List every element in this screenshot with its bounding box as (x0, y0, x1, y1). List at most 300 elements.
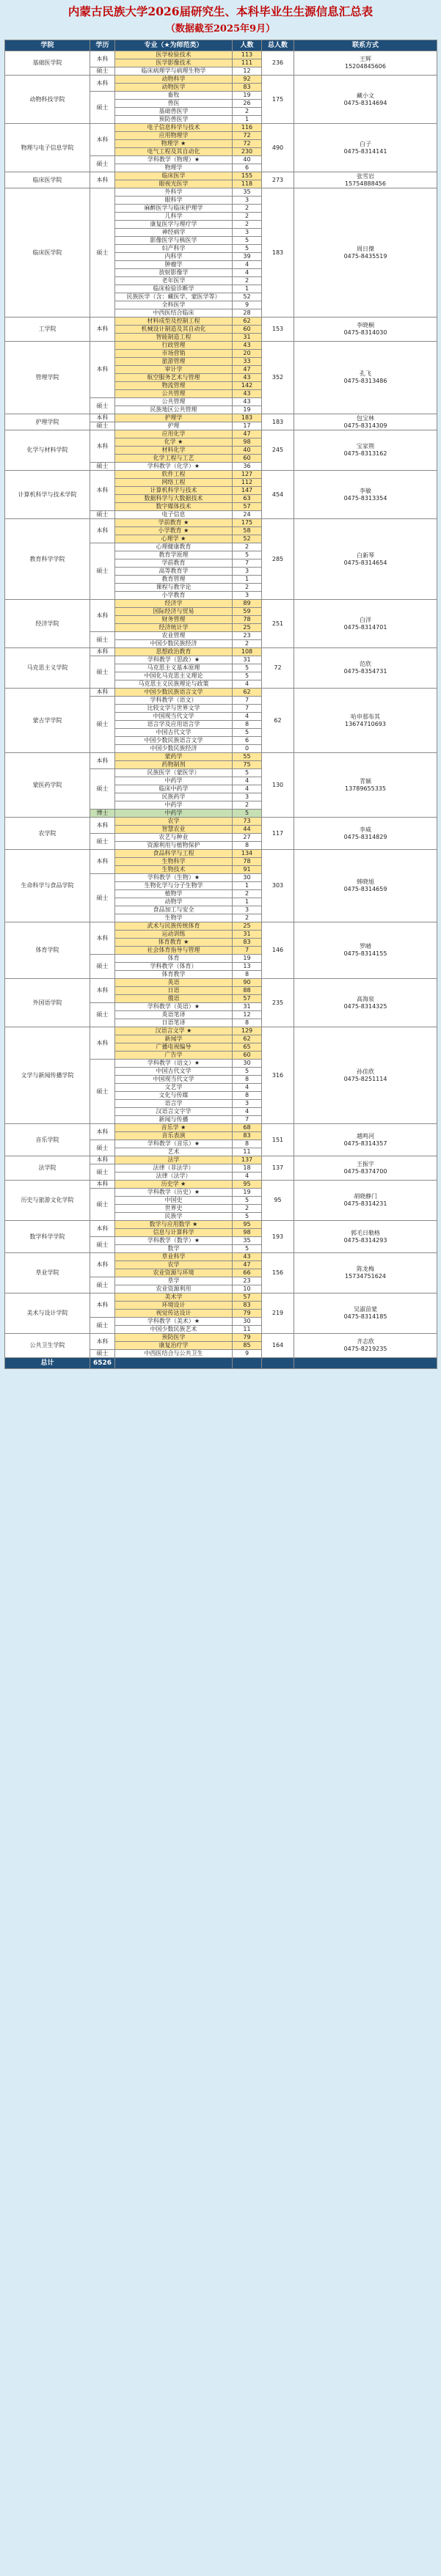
major-name: 神经病学 (115, 229, 233, 237)
major-name: 资源利用与植物保护 (115, 842, 233, 850)
major-count: 47 (233, 366, 262, 374)
college-name: 公共卫生学院 (5, 1334, 90, 1358)
grand-total-filler (294, 1358, 437, 1369)
major-name: 市场营销 (115, 350, 233, 358)
contact-person: 白洋 (360, 616, 371, 623)
contact-info (294, 1124, 437, 1156)
contact-phone: 13789655335 (345, 785, 386, 792)
col-header-college: 学院 (5, 40, 90, 51)
major-count: 62 (233, 689, 262, 697)
college-total: 117 (262, 818, 294, 850)
table-row (5, 1334, 437, 1342)
major-count: 12 (233, 67, 262, 76)
college-name: 护理学院 (5, 414, 90, 430)
major-count: 8 (233, 1092, 262, 1100)
major-name: 学科教学（语文） (115, 697, 233, 705)
degree-level: 硕士 (90, 632, 115, 648)
degree-level: 硕士 (90, 543, 115, 600)
contact-phone: 0475-8314694 (343, 99, 387, 106)
major-name: 文艺学 (115, 1084, 233, 1092)
major-name: 小学教育 ★ (115, 527, 233, 535)
major-count: 62 (233, 1035, 262, 1043)
table-row (5, 471, 437, 479)
major-name: 临床医学 (115, 172, 233, 180)
contact-person: 胡晓静门 (354, 1193, 377, 1200)
major-name: 历史学 ★ (115, 1181, 233, 1189)
major-name: 眼科学 (115, 197, 233, 205)
major-name: 中国少数民族语言文学 (115, 689, 233, 697)
table-row (5, 1293, 437, 1302)
major-count: 62 (233, 318, 262, 326)
major-name: 儿科学 (115, 213, 233, 221)
major-count: 2 (233, 108, 262, 116)
major-count: 43 (233, 374, 262, 382)
degree-level: 硕士 (90, 463, 115, 471)
major-count: 5 (233, 672, 262, 680)
major-count: 60 (233, 1052, 262, 1060)
major-name: 美术学 (115, 1293, 233, 1302)
contact-info (294, 1221, 437, 1253)
degree-level: 硕士 (90, 1003, 115, 1027)
major-name: 机械设计制造及其自动化 (115, 326, 233, 334)
contact-phone: 15734751624 (345, 1273, 386, 1280)
degree-level: 硕士 (90, 1350, 115, 1358)
major-count: 39 (233, 253, 262, 261)
contact-info (294, 689, 437, 753)
table-row (5, 1181, 437, 1189)
major-count: 24 (233, 511, 262, 519)
major-name: 世界史 (115, 1205, 233, 1213)
major-count: 40 (233, 156, 262, 164)
major-count: 8 (233, 971, 262, 979)
contact-phone: 0475-8219235 (343, 1346, 387, 1352)
major-name: 中国现当代文学 (115, 713, 233, 721)
major-count: 5 (233, 1068, 262, 1076)
major-count: 11 (233, 1148, 262, 1156)
major-count: 72 (233, 132, 262, 140)
college-name: 农学院 (5, 818, 90, 850)
major-count: 155 (233, 172, 262, 180)
major-name: 草业科学 (115, 1253, 233, 1261)
major-name: 行政管理 (115, 342, 233, 350)
contact-info (294, 519, 437, 600)
table-row (5, 51, 437, 59)
college-name: 蒙医药学院 (5, 753, 90, 818)
major-count: 83 (233, 1132, 262, 1140)
major-name: 生物学 (115, 914, 233, 922)
major-count: 3 (233, 197, 262, 205)
major-count: 2 (233, 543, 262, 551)
major-name: 学科教学（物理）★ (115, 156, 233, 164)
college-total: 183 (262, 414, 294, 430)
college-total: 251 (262, 600, 294, 648)
major-count: 2 (233, 584, 262, 592)
major-name: 老年医学 (115, 277, 233, 285)
college-total: 235 (262, 979, 294, 1027)
major-name: 民族学 (115, 1213, 233, 1221)
contact-person: 罗晴 (360, 943, 371, 950)
major-name: 比较文学与世界文学 (115, 705, 233, 713)
major-name: 植物学 (115, 890, 233, 898)
major-name: 信息与计算科学 (115, 1229, 233, 1237)
contact-person: 藏小文 (357, 92, 374, 99)
major-count: 25 (233, 624, 262, 632)
major-name: 材料成型及控制工程 (115, 318, 233, 326)
college-total: 146 (262, 922, 294, 979)
major-count: 43 (233, 398, 262, 406)
major-name: 网络工程 (115, 479, 233, 487)
degree-level: 硕士 (90, 1164, 115, 1181)
contact-info (294, 342, 437, 414)
college-name: 物理与电子信息学院 (5, 124, 90, 172)
major-count: 25 (233, 922, 262, 931)
contact-phone: 13674710693 (345, 720, 386, 727)
major-count: 4 (233, 713, 262, 721)
major-count: 8 (233, 1076, 262, 1084)
major-name: 电气工程及其自动化 (115, 148, 233, 156)
contact-person: 越鸣河 (357, 1132, 374, 1140)
degree-level: 硕士 (90, 874, 115, 922)
major-name: 动物医学 (115, 84, 233, 92)
major-name: 体育教学 (115, 971, 233, 979)
page-title: 内蒙古民族大学2026届研究生、本科毕业生生源信息汇总表 (68, 4, 373, 18)
table-row (5, 922, 437, 931)
major-count: 4 (233, 785, 262, 793)
major-name: 应用化学 (115, 430, 233, 438)
contact-person: 吴淑苗蒙 (354, 1306, 377, 1313)
major-count: 27 (233, 834, 262, 842)
major-name: 肿瘤学 (115, 261, 233, 269)
major-name: 预防兽医学 (115, 116, 233, 124)
major-count: 66 (233, 1269, 262, 1277)
table-row (5, 1156, 437, 1164)
contact-info (294, 1334, 437, 1358)
major-name: 电子信息 (115, 511, 233, 519)
major-count: 3 (233, 793, 262, 801)
contact-person: 孔飞 (360, 370, 371, 377)
major-name: 国际经济与贸易 (115, 608, 233, 616)
table-row (5, 1221, 437, 1229)
degree-level: 硕士 (90, 156, 115, 172)
major-count: 113 (233, 51, 262, 59)
degree-level: 硕士 (90, 955, 115, 979)
contact-phone: 0475-8314701 (343, 623, 387, 631)
major-count: 8 (233, 721, 262, 729)
major-count: 0 (233, 745, 262, 753)
college-name: 化学与材料学院 (5, 430, 90, 471)
contact-person: 周日傑 (357, 245, 374, 252)
grand-total-value: 6526 (90, 1358, 115, 1369)
contact-person: 李敏 (360, 487, 371, 494)
major-name: 学科教学（历史）★ (115, 1189, 233, 1197)
table-row (5, 689, 437, 697)
contact-person: 范欣 (360, 661, 371, 667)
page-subtitle: （数据截至2025年9月） (165, 23, 276, 34)
major-count: 98 (233, 1229, 262, 1237)
degree-level: 硕士 (90, 422, 115, 430)
major-count: 5 (233, 1245, 262, 1253)
major-name: 法律（非法学） (115, 1164, 233, 1173)
major-count: 91 (233, 866, 262, 874)
contact-phone: 0475-8314654 (343, 559, 387, 566)
major-name: 公共管理 (115, 390, 233, 398)
major-name: 食品科学与工程 (115, 850, 233, 858)
major-name: 中国少数民族经济 (115, 640, 233, 648)
major-name: 生物科学 (115, 858, 233, 866)
degree-level: 硕士 (90, 1277, 115, 1293)
major-name: 预防医学 (115, 1334, 233, 1342)
major-name: 法律（法学） (115, 1173, 233, 1181)
major-count: 95 (233, 1221, 262, 1229)
major-count: 90 (233, 979, 262, 987)
contact-info (294, 1181, 437, 1221)
major-name: 中国少数民族艺术 (115, 1326, 233, 1334)
major-name: 麻醉医学与临床护理学 (115, 205, 233, 213)
contact-phone: 0475-8314155 (343, 950, 387, 957)
major-name: 武术与民族传统体育 (115, 922, 233, 931)
major-count: 57 (233, 1293, 262, 1302)
college-name: 动物科技学院 (5, 76, 90, 124)
table-row (5, 124, 437, 132)
major-count: 72 (233, 140, 262, 148)
major-count: 1 (233, 882, 262, 890)
major-count: 19 (233, 92, 262, 100)
major-name: 中国现当代文学 (115, 1076, 233, 1084)
major-name: 化学 ★ (115, 438, 233, 447)
degree-level: 本科 (90, 124, 115, 156)
grand-total-filler (115, 1358, 233, 1369)
major-count: 28 (233, 309, 262, 318)
major-name: 社会体育指导与管理 (115, 947, 233, 955)
major-name: 农业资源与环境 (115, 1269, 233, 1277)
major-name: 小学教育 (115, 592, 233, 600)
degree-level: 硕士 (90, 92, 115, 124)
degree-level: 本科 (90, 818, 115, 834)
college-total: 72 (262, 648, 294, 689)
major-count: 83 (233, 84, 262, 92)
major-count: 33 (233, 358, 262, 366)
major-count: 5 (233, 1197, 262, 1205)
major-name: 马克思主义民族理论与政策 (115, 680, 233, 689)
major-name: 新闻与传播 (115, 1116, 233, 1124)
major-count: 57 (233, 503, 262, 511)
major-count: 19 (233, 955, 262, 963)
major-name: 课程与教学论 (115, 584, 233, 592)
contact-phone: 0475-8313486 (343, 378, 387, 384)
major-count: 73 (233, 818, 262, 826)
major-name: 体育 (115, 955, 233, 963)
table-header-row (5, 40, 437, 51)
major-count: 5 (233, 237, 262, 245)
contact-person: 青颖 (360, 777, 371, 785)
major-name: 学科教学（语文）★ (115, 1060, 233, 1068)
major-count: 30 (233, 1060, 262, 1068)
col-header-count: 人数 (233, 40, 262, 51)
major-name: 农业资源利用 (115, 1285, 233, 1293)
major-name: 民族地区公共管理 (115, 406, 233, 414)
major-name: 中国少数民族语言文学 (115, 737, 233, 745)
degree-level: 本科 (90, 342, 115, 398)
major-name: 学科教学（美术）★ (115, 1318, 233, 1326)
degree-level: 本科 (90, 648, 115, 656)
major-name: 化学工程与工艺 (115, 455, 233, 463)
major-name: 中西医结合与公共卫生 (115, 1350, 233, 1358)
major-count: 40 (233, 447, 262, 455)
table-row (5, 600, 437, 608)
degree-level: 本科 (90, 51, 115, 67)
major-name: 影像医学与核医学 (115, 237, 233, 245)
degree-level: 硕士 (90, 697, 115, 753)
major-name: 学科教学（化学）★ (115, 463, 233, 471)
major-name: 学科教学（音乐）★ (115, 1140, 233, 1148)
major-name: 运动训练 (115, 931, 233, 939)
major-count: 23 (233, 632, 262, 640)
major-count: 43 (233, 390, 262, 398)
contact-info (294, 471, 437, 519)
major-name: 广播电视编导 (115, 1043, 233, 1052)
major-name: 中西医结合临床 (115, 309, 233, 318)
degree-level: 本科 (90, 519, 115, 543)
major-name: 体育教育 ★ (115, 939, 233, 947)
major-name: 农业管理 (115, 632, 233, 640)
degree-level: 本科 (90, 318, 115, 342)
major-count: 147 (233, 487, 262, 495)
major-count: 65 (233, 1043, 262, 1052)
major-count: 9 (233, 1350, 262, 1358)
major-count: 4 (233, 269, 262, 277)
major-count: 35 (233, 188, 262, 197)
major-name: 数学 (115, 1245, 233, 1253)
major-name: 学科教学（体育） (115, 963, 233, 971)
major-count: 19 (233, 1189, 262, 1197)
contact-info (294, 753, 437, 818)
major-name: 语言学 (115, 1100, 233, 1108)
major-name: 基础兽医学 (115, 108, 233, 116)
major-name: 康复治疗学 (115, 1342, 233, 1350)
major-name: 教育管理 (115, 576, 233, 584)
major-count: 63 (233, 495, 262, 503)
major-count: 19 (233, 406, 262, 414)
contact-phone: 0475-8314293 (343, 1236, 387, 1244)
major-count: 52 (233, 293, 262, 301)
major-count: 1 (233, 116, 262, 124)
major-count: 4 (233, 261, 262, 269)
major-count: 31 (233, 931, 262, 939)
college-name: 临床医学院 (5, 188, 90, 318)
table-row (5, 76, 437, 84)
major-name: 俄语 (115, 995, 233, 1003)
major-count: 98 (233, 438, 262, 447)
major-name: 民族医学（含：藏医学、蒙医学等） (115, 293, 233, 301)
degree-level: 本科 (90, 1156, 115, 1164)
major-name: 数学与应用数学 ★ (115, 1221, 233, 1229)
major-name: 动物学 (115, 898, 233, 906)
major-name: 汉语言文学 ★ (115, 1027, 233, 1035)
contact-person: 陈龙梅 (357, 1266, 374, 1272)
degree-level: 本科 (90, 922, 115, 955)
contact-info (294, 76, 437, 124)
major-count: 44 (233, 826, 262, 834)
major-name: 日语笔译 (115, 1019, 233, 1027)
major-name: 音乐表演 (115, 1132, 233, 1140)
college-total: 175 (262, 76, 294, 124)
contact-info (294, 318, 437, 342)
grand-total-filler (233, 1358, 262, 1369)
college-total: 153 (262, 318, 294, 342)
contact-phone: 0475-8314659 (343, 886, 387, 892)
major-name: 护理学 (115, 414, 233, 422)
contact-person: 白子 (360, 140, 371, 147)
major-count: 30 (233, 1318, 262, 1326)
contact-phone: 0475-8314030 (343, 329, 387, 336)
major-name: 生物化学与分子生物学 (115, 882, 233, 890)
contact-info (294, 172, 437, 188)
contact-info (294, 648, 437, 689)
college-total: 273 (262, 172, 294, 188)
major-name: 兽医 (115, 100, 233, 108)
college-name: 经济学院 (5, 600, 90, 648)
major-count: 89 (233, 600, 262, 608)
major-name: 财务管理 (115, 616, 233, 624)
degree-level: 本科 (90, 1221, 115, 1237)
college-total: 219 (262, 1293, 294, 1334)
contact-phone: 15754888456 (345, 180, 386, 187)
major-count: 5 (233, 1213, 262, 1221)
major-name: 民族药学 (115, 793, 233, 801)
contact-info (294, 1293, 437, 1334)
contact-info (294, 818, 437, 850)
major-count: 7 (233, 697, 262, 705)
col-header-contact: 联系方式 (294, 40, 437, 51)
major-count: 68 (233, 1124, 262, 1132)
college-total: 130 (262, 753, 294, 818)
college-total: 95 (262, 1181, 294, 1221)
degree-level: 硕士 (90, 511, 115, 519)
major-count: 30 (233, 874, 262, 882)
college-name: 数学科学学院 (5, 1221, 90, 1253)
major-count: 7 (233, 947, 262, 955)
major-count: 95 (233, 1181, 262, 1189)
major-count: 3 (233, 1100, 262, 1108)
major-name: 视觉传达设计 (115, 1310, 233, 1318)
college-total: 352 (262, 342, 294, 414)
major-name: 中国古代文学 (115, 1068, 233, 1076)
table-row (5, 430, 437, 438)
major-count: 10 (233, 1285, 262, 1293)
major-count: 3 (233, 906, 262, 914)
table-row (5, 519, 437, 527)
contact-person: 王辉 (360, 56, 371, 62)
contact-info (294, 1027, 437, 1124)
major-name: 法学 (115, 1156, 233, 1164)
degree-level: 硕士 (90, 656, 115, 689)
degree-level: 本科 (90, 689, 115, 697)
college-total: 316 (262, 1027, 294, 1124)
table-row (5, 1027, 437, 1035)
major-count: 5 (233, 551, 262, 559)
major-name: 中药学 (115, 810, 233, 818)
major-count: 2 (233, 640, 262, 648)
major-name: 中国史 (115, 1197, 233, 1205)
major-count: 4 (233, 777, 262, 785)
major-count: 3 (233, 229, 262, 237)
degree-level: 硕士 (90, 398, 115, 414)
major-count: 18 (233, 1164, 262, 1173)
college-total: 151 (262, 1124, 294, 1156)
degree-level: 本科 (90, 1124, 115, 1140)
major-name: 眼视光医学 (115, 180, 233, 188)
major-count: 4 (233, 680, 262, 689)
